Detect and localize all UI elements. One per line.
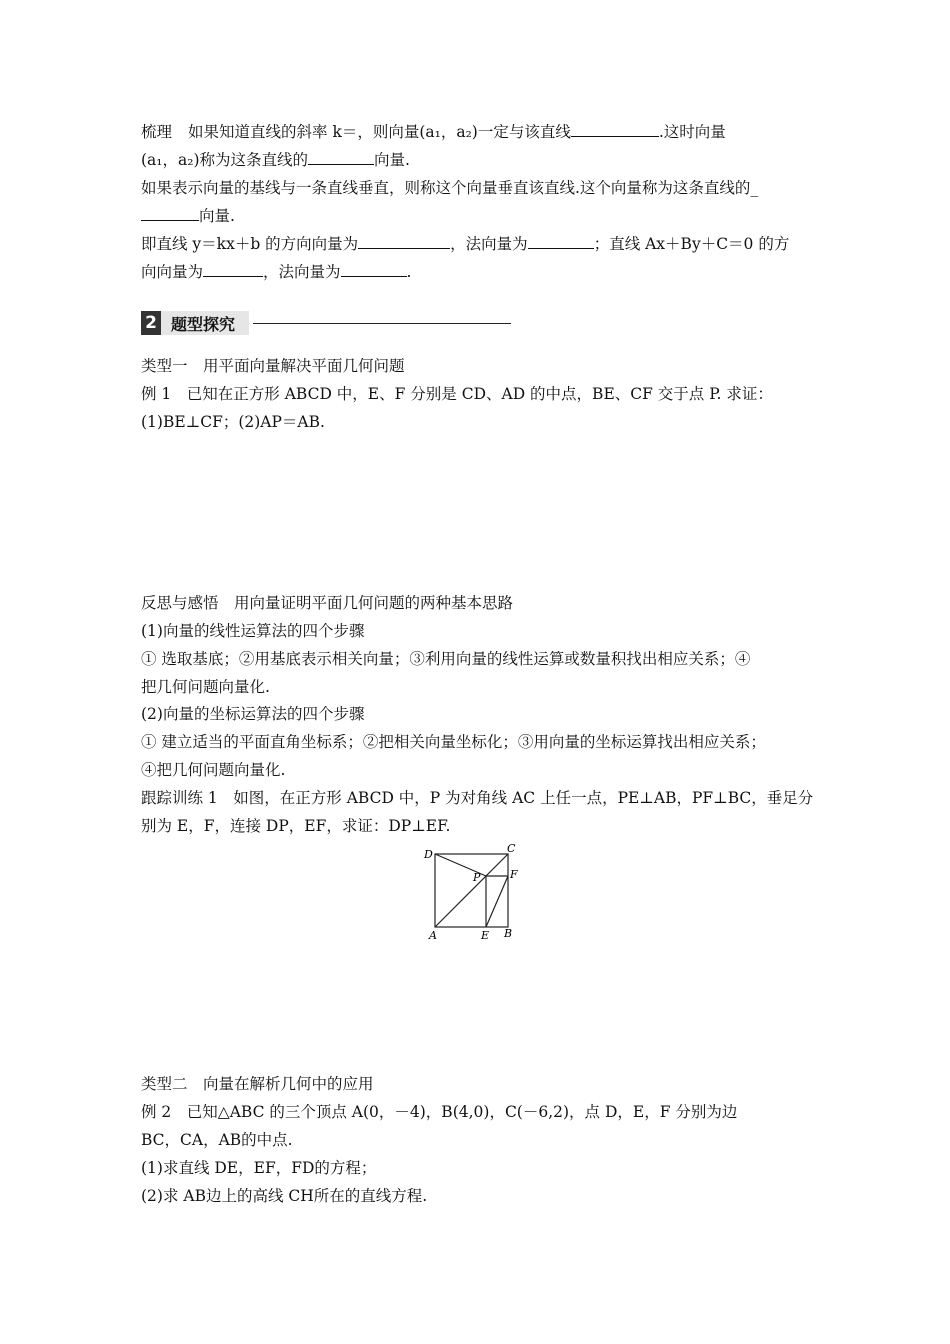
- shuli-text: 向向量为: [141, 263, 204, 281]
- shuli-line-6: [141, 261, 411, 283]
- label-c: C: [507, 842, 516, 855]
- diagonal-ac: [435, 854, 508, 927]
- label-b: B: [504, 927, 513, 940]
- section-number: 2: [141, 311, 161, 335]
- shuli-text: 向量.: [374, 151, 410, 169]
- section-divider: [253, 323, 511, 324]
- shuli-text: .这时向量: [658, 123, 726, 141]
- reflect-line: ④把几何问题向量化.: [141, 761, 286, 779]
- shuli-label: 梳理: [141, 123, 173, 141]
- example2-line-2: BC，CA，AB的中点.: [141, 1131, 293, 1149]
- answer-blank: [203, 262, 263, 277]
- shuli-line-3: [141, 177, 758, 199]
- shuli-line-4: [141, 205, 235, 227]
- label-e: E: [481, 929, 490, 942]
- shuli-text: ，法向量为: [263, 263, 341, 281]
- label-a: A: [429, 929, 437, 942]
- shuli-line-1: [141, 121, 726, 143]
- answer-blank: [308, 150, 374, 165]
- answer-blank: [341, 262, 407, 277]
- training1-line-1: 跟踪训练 1 如图，在正方形 ABCD 中，P 为对角线 AC 上任一点，PE⊥AB，PF⊥BC，垂足分: [141, 789, 814, 807]
- section-title: 题型探究: [161, 311, 249, 335]
- reflect-line: ① 选取基底；②用基底表示相关向量；③利用向量的线性运算或数量积找出相应关系；④: [141, 650, 751, 668]
- example2-line-1: 例 2 已知△ABC 的三个顶点 A(0，－4)，B(4,0)，C(－6,2)，点 D，E，F 分别为边: [141, 1103, 738, 1121]
- shuli-text: ；直线 Ax＋By＋C＝0 的方: [593, 235, 790, 253]
- shuli-line-2: [141, 149, 410, 171]
- answer-blank: [528, 234, 594, 249]
- type2-title: 类型二 向量在解析几何中的应用: [141, 1075, 374, 1093]
- reflect-line: (1)向量的线性运算法的四个步骤: [141, 622, 365, 640]
- label-d: D: [424, 848, 433, 861]
- example2-line-3: (1)求直线 DE，EF，FD的方程；: [141, 1159, 377, 1177]
- shuli-text: 如果知道直线的斜率 k＝，则向量(a₁，a₂)一定与该直线: [188, 123, 571, 141]
- type1-title: 类型一 用平面向量解决平面几何问题: [141, 357, 405, 375]
- reflect-line: (2)向量的坐标运算法的四个步骤: [141, 705, 365, 723]
- answer-blank: [358, 234, 450, 249]
- label-p: P: [473, 871, 481, 884]
- reflect-line: ① 建立适当的平面直角坐标系；②把相关向量坐标化；③用向量的坐标运算找出相应关系；: [141, 733, 766, 751]
- shuli-text: (a₁，a₂)称为这条直线的: [141, 151, 309, 169]
- example2-line-4: (2)求 AB边上的高线 CH所在的直线方程.: [141, 1187, 428, 1205]
- shuli-text: .: [406, 263, 412, 281]
- label-f: F: [510, 868, 518, 881]
- reflect-heading: 反思与感悟 用向量证明平面几何问题的两种基本思路: [141, 594, 514, 612]
- reflect-line: 把几何问题向量化.: [141, 678, 270, 696]
- square-figure: [418, 840, 528, 944]
- shuli-text: ，法向量为: [450, 235, 528, 253]
- training1-line-2: 别为 E，F，连接 DP，EF，求证：DP⊥EF.: [141, 817, 451, 835]
- example1-line-1: 例 1 已知在正方形 ABCD 中，E、F 分别是 CD、AD 的中点，BE、CF 交于点 P. 求证：: [141, 385, 773, 403]
- example1-line-2: (1)BE⊥CF；(2)AP＝AB.: [141, 413, 325, 431]
- section-header: [141, 311, 511, 335]
- answer-blank: [571, 122, 659, 137]
- shuli-line-5: [141, 233, 789, 255]
- shuli-text: 向量.: [199, 207, 235, 225]
- answer-blank: [141, 206, 199, 221]
- segment-ef: [486, 876, 508, 927]
- shuli-text: 即直线 y＝kx＋b 的方向向量为: [141, 235, 359, 253]
- shuli-text: 如果表示向量的基线与一条直线垂直，则称这个向量垂直该直线.这个向量称为这条直线的_: [141, 179, 759, 197]
